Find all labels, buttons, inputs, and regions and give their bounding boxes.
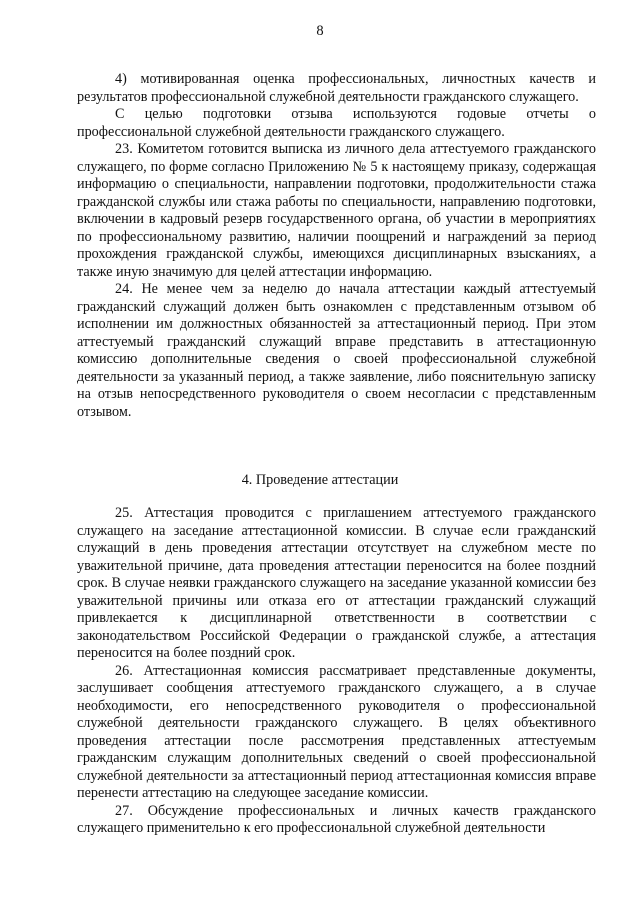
paragraph-review-reports: С целью подготовки отзыва используются годовые отчеты о профессиональной служебной деятельности гражданского служащего. [77,106,596,140]
paragraph-item-4: 4) мотивированная оценка профессиональных, личностных качеств и результатов профессиональной служебной деятельности гражданского служащего. [77,71,596,105]
paragraph-26: 26. Аттестационная комиссия рассматривает представленные документы, заслушивает сообщения аттестуемого гражданского служащего, а в случае необходимости, его непосредственного руководителя о профессиональной служебной деятельности гражданского служащего. В целях объективного проведения аттестации после рассмотрения представленных аттестуемым гражданским служащим дополнительных сведений о своей профессиональной служебной деятельности за аттестационный период аттестационная комиссия вправе перенести аттестацию на следующее заседание комиссии. [77,662,596,801]
section-heading: 4. Проведение аттестации [241,472,399,488]
paragraph-25: 25. Аттестация проводится с приглашением аттестуемого гражданского служащего на заседание аттестационной комиссии. В случае если гражданский служащий в день проведения аттестации отсутствует на служебном месте по уважительной причине, дата проведения аттестации переносится на более поздний срок. В случае неявки гражданского служащего на заседание указанной комиссии без уважительной причины или отказа его от аттестации гражданский служащий привлекается к дисциплинарной ответственности в соответствии с законодательством Российской Федерации о гражданской службе, а аттестация переносится на более поздний срок. [77,505,596,661]
paragraph-23: 23. Комитетом готовится выписка из личного дела аттестуемого гражданского служащего, по форме согласно Приложению № 5 к настоящему приказу, содержащая информацию о специальности, направлении подготовки, продолжительности стажа гражданской службы или стажа работы по специальности, направлению подготовки, включении в кадровый резерв государственного органа, об участии в мероприятиях по профессиональному развитию, наличии поощрений и награждений за период прохождения гражданской службы, имеющихся дисциплинарных взысканиях, а также иную значимую для целей аттестации информацию. [77,141,596,280]
section-top-body [77,71,596,421]
page-number: 8 [316,23,324,39]
section-4-body [77,505,596,838]
paragraph-24: 24. Не менее чем за неделю до начала аттестации каждый аттестуемый гражданский служащий должен быть ознакомлен с представленным отзывом об исполнении им должностных обязанностей за аттестационный период. При этом аттестуемый гражданский служащий вправе представить в аттестационную комиссию дополнительные сведения о своей профессиональной служебной деятельности за указанный период, а также заявление, либо пояснительную записку на отзыв непосредственного руководителя о своем несогласии с представленным отзывом. [77,281,596,420]
paragraph-27: 27. Обсуждение профессиональных и личных качеств гражданского служащего применительно к его профессиональной служебной деятельности [77,802,596,836]
